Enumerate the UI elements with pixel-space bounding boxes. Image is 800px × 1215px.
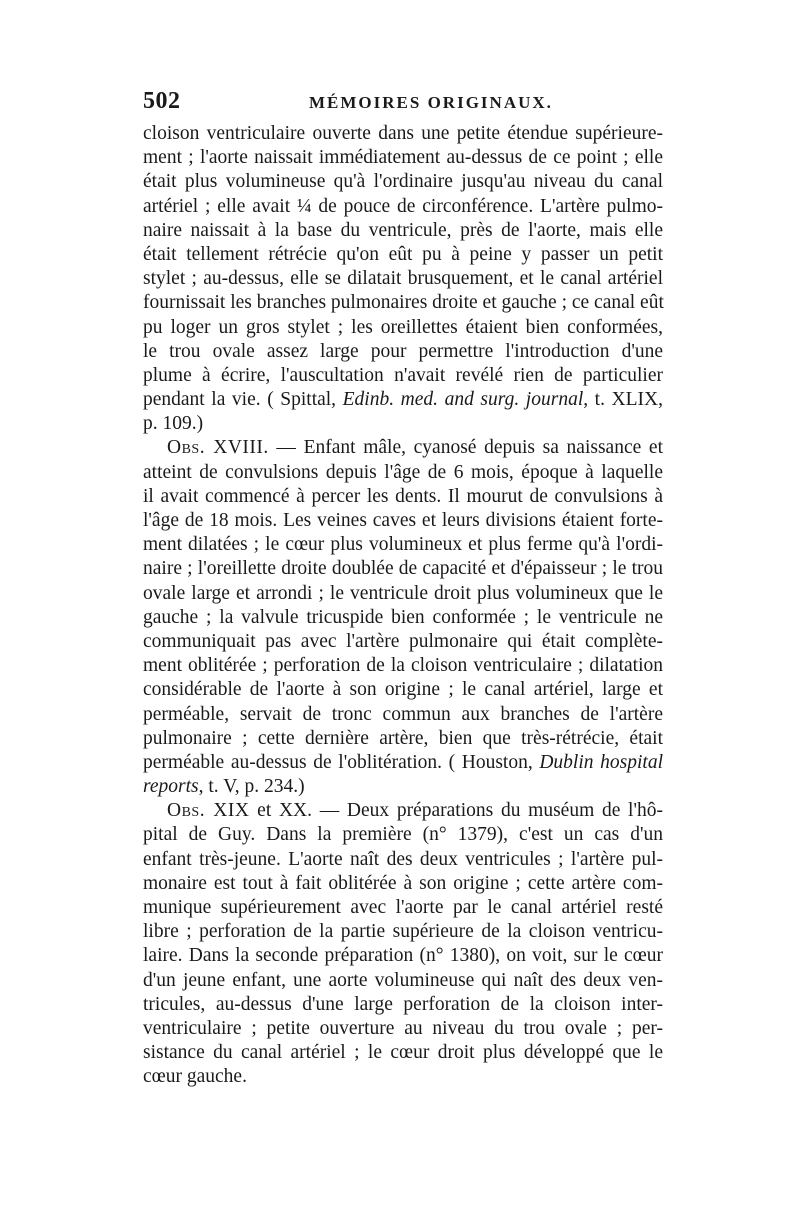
text-line: plume à écrire, l'auscultation n'avait revélé rien de particulier — [143, 364, 663, 386]
text-line: munique supérieurement avec l'aorte par le canal artériel resté — [143, 897, 663, 918]
text-line: le trou ovale assez large pour permettre l'introduction d'une — [143, 340, 663, 362]
journal-title: Dublin hospital — [539, 751, 663, 773]
text-line: ment ; l'aorte naissait immédiatement au-dessus de ce point ; elle — [143, 147, 663, 169]
paragraph-obs-xix-xx — [143, 799, 663, 1089]
text-line: enfant très-jeune. L'aorte naît des deux ventricules ; l'artère pul- — [143, 848, 663, 870]
text-line: communiquait pas avec l'artère pulmonaire qui était complète- — [143, 630, 663, 652]
text-line: naire naissait à la base du ventricule, près de l'aorte, mais elle — [143, 219, 663, 241]
text-line: sistance du canal artériel ; le cœur droit plus développé que le — [143, 1042, 663, 1064]
text-line: artériel ; elle avait ¼ de pouce de circonférence. L'artère pulmo- — [143, 195, 663, 217]
running-title: MÉMOIRES ORIGINAUX. — [309, 93, 553, 112]
page-number: 502 — [143, 88, 181, 114]
observation-heading-line — [143, 799, 663, 823]
text-line: monaire est tout à fait oblitérée à son origine ; cette artère com- — [143, 872, 663, 894]
text-line: ment oblitérée ; perforation de la cloison ventriculaire ; dilatation — [143, 655, 663, 677]
text-line-citation — [143, 751, 663, 775]
text-line: ment dilatées ; le cœur plus volumineux et plus ferme qu'à l'ordi- — [143, 534, 663, 556]
text-line: était tellement rétrécie qu'on eût pu à peine y passer un petit — [143, 243, 663, 265]
text-line: tricules, au-dessus d'une large perforation de la cloison inter- — [143, 993, 663, 1015]
citation-volume: , t. V, p. 234.) — [198, 776, 305, 798]
paragraph-spittal — [143, 122, 663, 436]
text-fragment: — Enfant mâle, cyanosé depuis sa naissance et — [268, 437, 663, 459]
text-line-citation — [143, 775, 663, 799]
text-line: p. 109.) — [143, 413, 204, 435]
body-text — [143, 122, 663, 1090]
text-line-citation — [143, 388, 663, 412]
text-line: d'un jeune enfant, une aorte volumineuse qui naît des deux ven- — [143, 969, 663, 991]
text-line: perméable, servait de tronc commun aux branches de l'artère — [143, 703, 663, 725]
text-line: il avait commencé à percer les dents. Il mourut de convulsions à — [143, 485, 663, 507]
text-fragment: pendant la vie. ( Spittal, — [143, 389, 343, 411]
text-line: l'âge de 18 mois. Les veines caves et leurs divisions étaient forte- — [143, 510, 663, 531]
text-line: atteint de convulsions depuis l'âge de 6 mois, époque à laquelle — [143, 461, 663, 483]
text-line: fournissait les branches pulmonaires droite et gauche ; ce canal eût — [143, 292, 664, 314]
text-line: cloison ventriculaire ouverte dans une petite étendue supérieure- — [143, 123, 663, 144]
text-line: cœur gauche. — [143, 1066, 247, 1088]
journal-title: Edinb. med. and surg. journal — [342, 389, 584, 411]
citation-volume: , t. XLIX, — [583, 389, 663, 411]
text-line: laire. Dans la seconde préparation (n° 1380), on voit, sur le cœur — [143, 945, 663, 967]
text-line: pulmonaire ; cette dernière artère, bien que très-rétrécie, était — [143, 727, 663, 749]
text-line: gauche ; la valvule tricuspide bien conformée ; le ventricule ne — [143, 606, 663, 628]
text-line: pital de Guy. Dans la première (n° 1379), c'est un cas d'un — [143, 824, 663, 846]
text-line: était plus volumineuse qu'à l'ordinaire jusqu'au niveau du canal — [143, 171, 663, 193]
text-line: ventriculaire ; petite ouverture au niveau du trou ovale ; per- — [143, 1017, 663, 1039]
observation-label: Obs. XIX — [167, 800, 250, 822]
text-fragment: perméable au-dessus de l'oblitération. ( Houston, — [143, 751, 540, 773]
page-header — [143, 84, 663, 118]
text-fragment: et XX. — Deux préparations du muséum de l'hô- — [249, 800, 663, 822]
journal-title: reports — [143, 776, 199, 798]
observation-heading-line — [143, 436, 663, 460]
text-line: stylet ; au-dessus, elle se dilatait brusquement, et le canal artériel — [143, 268, 663, 290]
observation-label: Obs. XVIII. — [167, 437, 269, 459]
text-line: naire ; l'oreillette droite doublée de capacité et d'épaisseur ; le trou — [143, 558, 663, 580]
text-line: considérable de l'aorte à son origine ; le canal artériel, large et — [143, 679, 663, 701]
text-line: pu loger un gros stylet ; les oreillettes étaient bien conformées, — [143, 316, 663, 338]
text-line: libre ; perforation de la partie supérieure de la cloison ventricu- — [143, 921, 663, 943]
paragraph-obs-xviii — [143, 436, 663, 799]
text-line: ovale large et arrondi ; le ventricule droit plus volumineux que le — [143, 582, 663, 604]
